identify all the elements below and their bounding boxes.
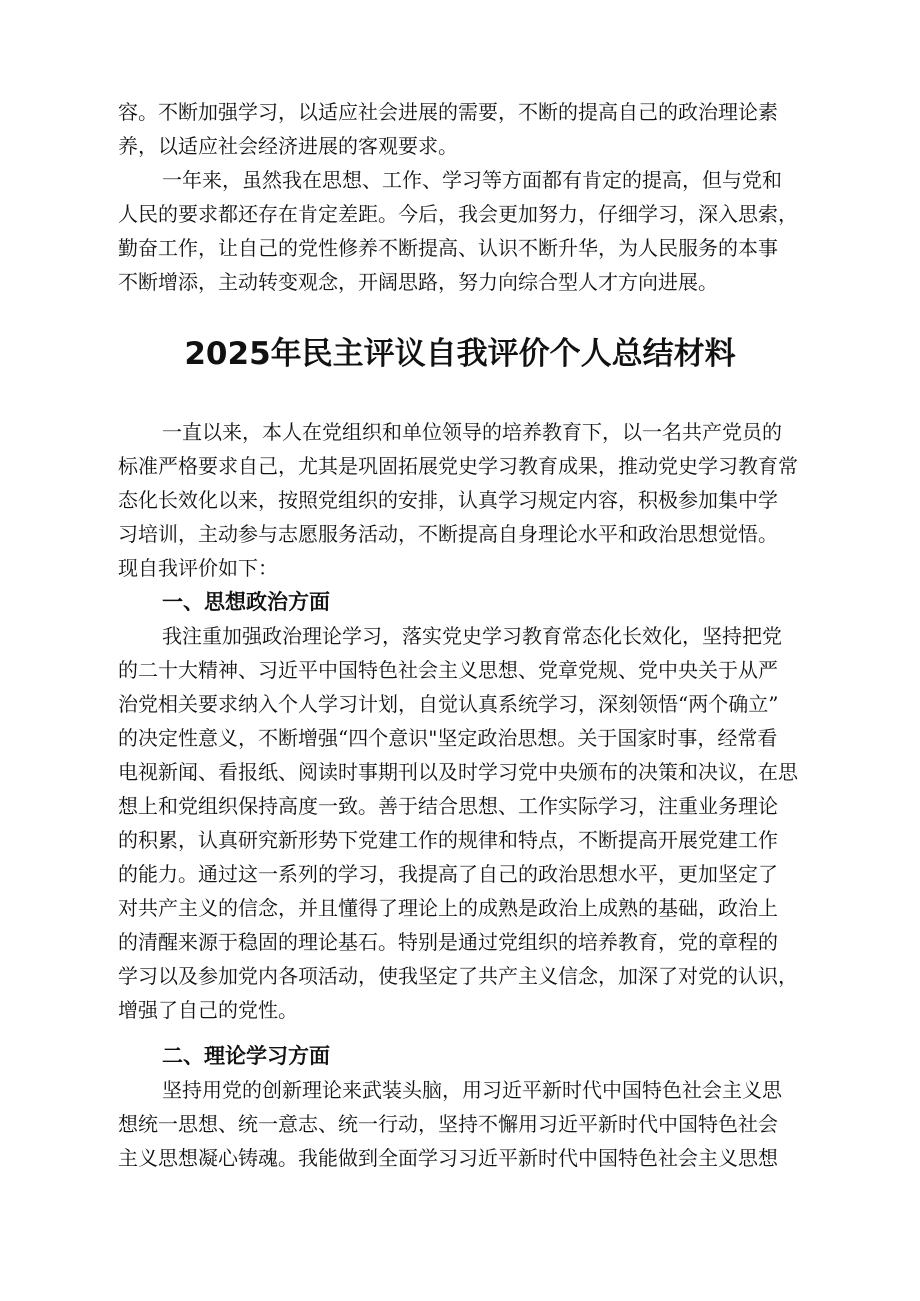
text-line: 治党相关要求纳入个人学习计划，自觉认真系统学习，深刻领悟“两个确立” bbox=[118, 692, 779, 716]
section-heading: 二、理论学习方面 bbox=[162, 1044, 330, 1068]
text-line: 标准严格要求自己，尤其是巩固拓展党史学习教育成果，推动党史学习教育常 bbox=[118, 454, 798, 478]
text-line: 容。不断加强学习，以适应社会进展的需要，不断的提高自己的政治理论素 bbox=[118, 100, 778, 124]
text-line: 想上和党组织保持高度一致。善于结合思想、工作实际学习，注重业务理论 bbox=[118, 794, 778, 818]
text-line: 不断增添，主动转变观念，开阔思路，努力向综合型人才方向进展。 bbox=[118, 270, 718, 294]
text-line: 对共产主义的信念，并且懂得了理论上的成熟是政治上成熟的基础，政治上 bbox=[118, 896, 778, 920]
text-line: 一直以来，本人在党组织和单位领导的培养教育下，以一名共产党员的 bbox=[162, 420, 782, 444]
text-line: 一年来，虽然我在思想、工作、学习等方面都有肯定的提高，但与党和 bbox=[162, 168, 782, 192]
document-title: 2025年民主评议自我评价个人总结材料 bbox=[184, 336, 736, 372]
text-line: 的积累，认真研究新形势下党建工作的规律和特点，不断提高开展党建工作 bbox=[118, 828, 778, 852]
text-line: 的二十大精神、习近平中国特色社会主义思想、党章党规、党中央关于从严 bbox=[118, 658, 778, 682]
text-line: 坚持用党的创新理论来武装头脑，用习近平新时代中国特色社会主义思 bbox=[162, 1078, 782, 1102]
text-line: 的能力。通过这一系列的学习，我提高了自己的政治思想水平，更加坚定了 bbox=[118, 862, 778, 886]
text-line: 习培训，主动参与志愿服务活动，不断提高自身理论水平和政治思想觉悟。 bbox=[118, 522, 778, 546]
text-line: 现自我评价如下： bbox=[118, 556, 278, 580]
section-heading: 一、思想政治方面 bbox=[162, 590, 330, 614]
text-line: 养，以适应社会经济进展的客观要求。 bbox=[118, 134, 458, 158]
text-line: 想统一思想、统一意志、统一行动，坚持不懈用习近平新时代中国特色社会 bbox=[118, 1112, 778, 1136]
text-line: 的决定性意义，不断增强“四个意识"坚定政治思想。关于国家时事，经常看 bbox=[118, 726, 778, 750]
text-line: 电视新闻、看报纸、阅读时事期刊以及时学习党中央颁布的决策和决议，在思 bbox=[118, 760, 798, 784]
text-line: 我注重加强政治理论学习，落实党史学习教育常态化长效化，坚持把党 bbox=[162, 624, 782, 648]
text-line: 的清醒来源于稳固的理论基石。特别是通过党组织的培养教育，党的章程的 bbox=[118, 930, 778, 954]
text-line: 人民的要求都还存在肯定差距。今后，我会更加努力，仔细学习，深入思索， bbox=[118, 202, 798, 226]
text-line: 勤奋工作，让自己的党性修养不断提高、认识不断升华，为人民服务的本事 bbox=[118, 236, 778, 260]
text-line: 态化长效化以来，按照党组织的安排，认真学习规定内容，积极参加集中学 bbox=[118, 488, 778, 512]
text-line: 主义思想凝心铸魂。我能做到全面学习习近平新时代中国特色社会主义思想 bbox=[118, 1146, 778, 1170]
text-line: 增强了自己的党性。 bbox=[118, 998, 298, 1022]
text-line: 学习以及参加党内各项活动，使我坚定了共产主义信念，加深了对党的认识， bbox=[118, 964, 798, 988]
